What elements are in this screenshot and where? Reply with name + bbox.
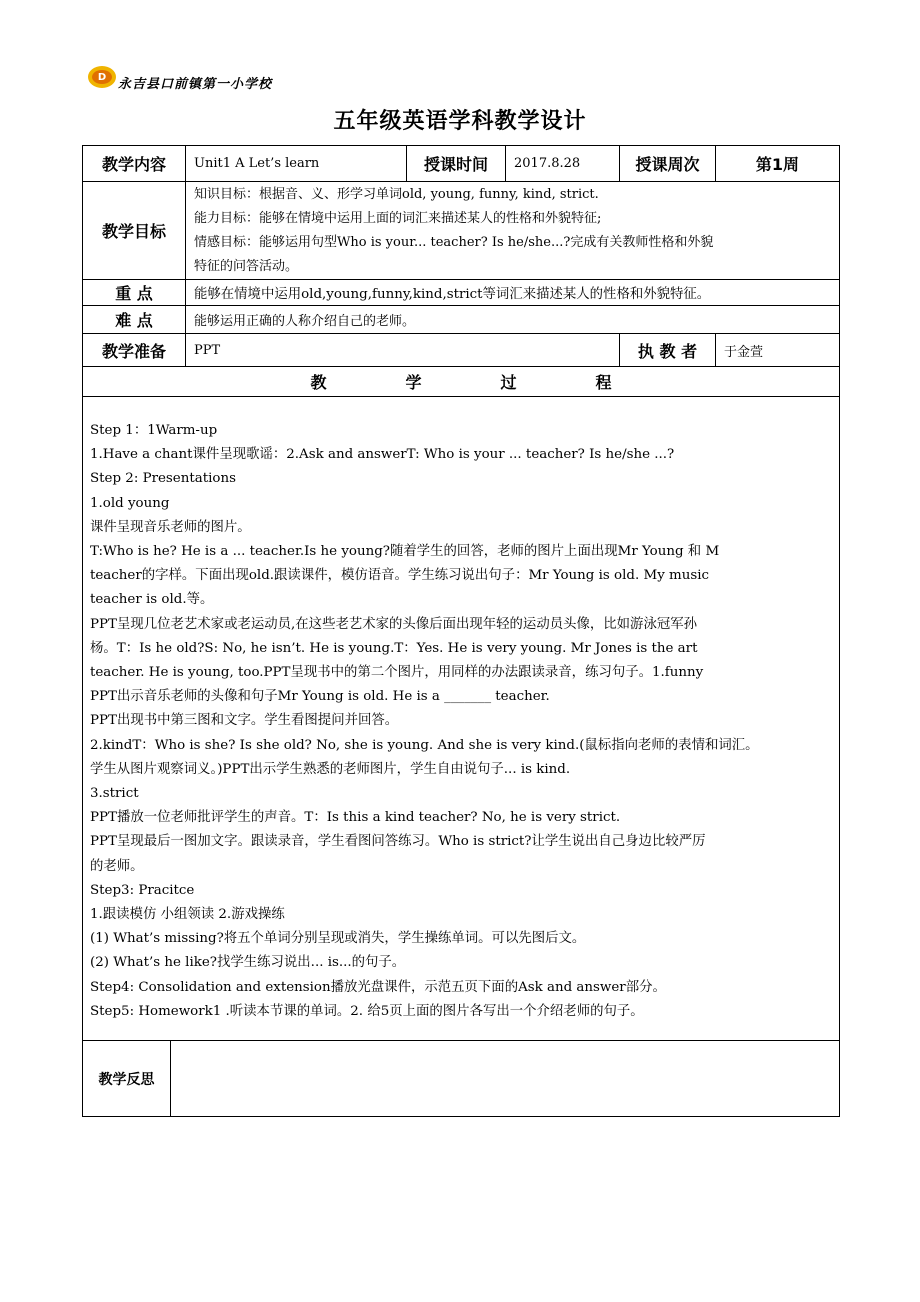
preparation-label: 教学准备 [83,334,186,367]
logo-letter: D [92,70,112,84]
process-line: T:Who is he? He is a ... teacher.Is he young?随着学生的回答，老师的图片上面出现Mr Young 和 M [90,544,720,560]
process-content [83,397,840,1041]
process-line: 课件呈现音乐老师的图片。 [90,519,251,535]
process-row [83,397,840,1041]
process-header [83,367,840,397]
lesson-plan-table [82,145,840,1041]
time-label: 授课时间 [407,146,506,182]
process-line: teacher的字样。下面出现old.跟读课件，模仿语音。学生练习说出句子：Mr Young is old. My music [90,568,709,584]
process-line: (1) What’s missing?将五个单词分别呈现或消失，学生操练单词。可以先图后文。 [90,931,586,947]
process-line: 1.Have a chant课件呈现歌谣：2.Ask and answerT: Who is your ... teacher? Is he/she ...? [90,447,675,463]
objective-line: 情感目标：能够运用句型Who is your... teacher? Is he/she...?完成有关教师性格和外貌 [194,234,714,250]
content-value: Unit1 A Let’s learn [186,146,407,182]
process-line: Step 1：1Warm-up [90,423,218,438]
process-line: Step3: Pracitce [90,882,195,898]
process-line: 的老师。 [90,858,144,874]
process-line: 1.old young [90,495,170,511]
process-line: 杨。T：Is he old?S: No, he isn’t. He is young.T：Yes. He is very young. Mr Jones is the art [90,640,698,656]
info-row [83,146,840,182]
objective-line: 特征的问答活动。 [194,258,299,274]
process-line: PPT呈现几位老艺术家或老运动员,在这些老艺术家的头像后面出现年轻的运动员头像，比如游泳冠军孙 [90,616,698,632]
difficulty-text: 能够运用正确的人称介绍自己的老师。 [186,306,840,334]
key-point-label: 重 点 [83,280,186,306]
reflection-row [83,1041,840,1117]
process-line: PPT出示音乐老师的头像和句子Mr Young is old. He is a _______ teacher. [90,689,550,705]
preparation-value: PPT [186,334,620,367]
reflection-content[interactable] [171,1041,840,1117]
difficulty-row [83,306,840,334]
time-value: 2017.8.28 [506,146,620,182]
process-header-char: 教 [310,373,327,392]
teacher-value: 于金萱 [716,334,840,367]
process-line: teacher is old.等。 [90,592,214,608]
process-line: PPT呈现最后一图加文字。跟读录音，学生看图问答练习。Who is strict?让学生说出自己身边比较严厉 [90,834,706,850]
preparation-row [83,334,840,367]
process-line: Step5: Homework1 .听读本节课的单词。2. 给5页上面的图片各写出一个介绍老师的句子。 [90,1003,644,1019]
key-point-text: 能够在情境中运用old,young,funny,kind,strict等词汇来描述某人的性格和外貌特征。 [186,280,840,306]
process-header-row [83,367,840,397]
process-line: 1.跟读模仿 小组领读 2.游戏操练 [90,907,285,923]
process-line: PPT出现书中第三图和文字。学生看图提问并回答。 [90,713,399,729]
objectives-row [83,182,840,280]
process-header-char: 过 [500,373,517,392]
process-line: 3.strict [90,786,139,802]
process-line: teacher. He is young, too.PPT呈现书中的第二个图片，用同样的办法跟读录音，练习句子。1.funny [90,665,704,681]
key-point-row [83,280,840,306]
reflection-label: 教学反思 [83,1041,171,1117]
process-header-char: 学 [405,373,422,392]
reflection-table [82,1040,840,1117]
page-title: 五年级英语学科教学设计 [333,109,587,134]
process-line: 学生从图片观察词义。)PPT出示学生熟悉的老师图片，学生自由说句子... is kind. [90,761,571,777]
week-label: 授课周次 [620,146,716,182]
objective-line: 知识目标：根据音、义、形学习单词old, young, funny, kind, strict. [194,186,599,202]
week-value: 第1周 [716,146,840,182]
process-line: (2) What’s he like?找学生练习说出... is...的句子。 [90,955,406,971]
content-label: 教学内容 [83,146,186,182]
process-header-char: 程 [595,373,612,392]
process-line: 2.kindT：Who is she? Is she old? No, she is young. And she is very kind.(鼠标指向老师的表情和词汇。 [90,737,759,753]
objective-line: 能力目标：能够在情境中运用上面的词汇来描述某人的性格和外貌特征; [194,210,602,226]
process-line: Step4: Consolidation and extension播放光盘课件，示范五页下面的Ask and answer部分。 [90,979,666,995]
school-header [88,64,272,90]
process-line: Step 2: Presentations [90,471,236,487]
teacher-label: 执 教 者 [620,334,716,367]
process-line: PPT播放一位老师批评学生的声音。T：Is this a kind teacher? No, he is very strict. [90,810,621,826]
objectives-label: 教学目标 [83,182,186,280]
objectives-content [186,182,840,280]
school-logo-icon [88,66,116,88]
school-name: 永吉县口前镇第一小学校 [118,76,273,92]
difficulty-label: 难 点 [83,306,186,334]
